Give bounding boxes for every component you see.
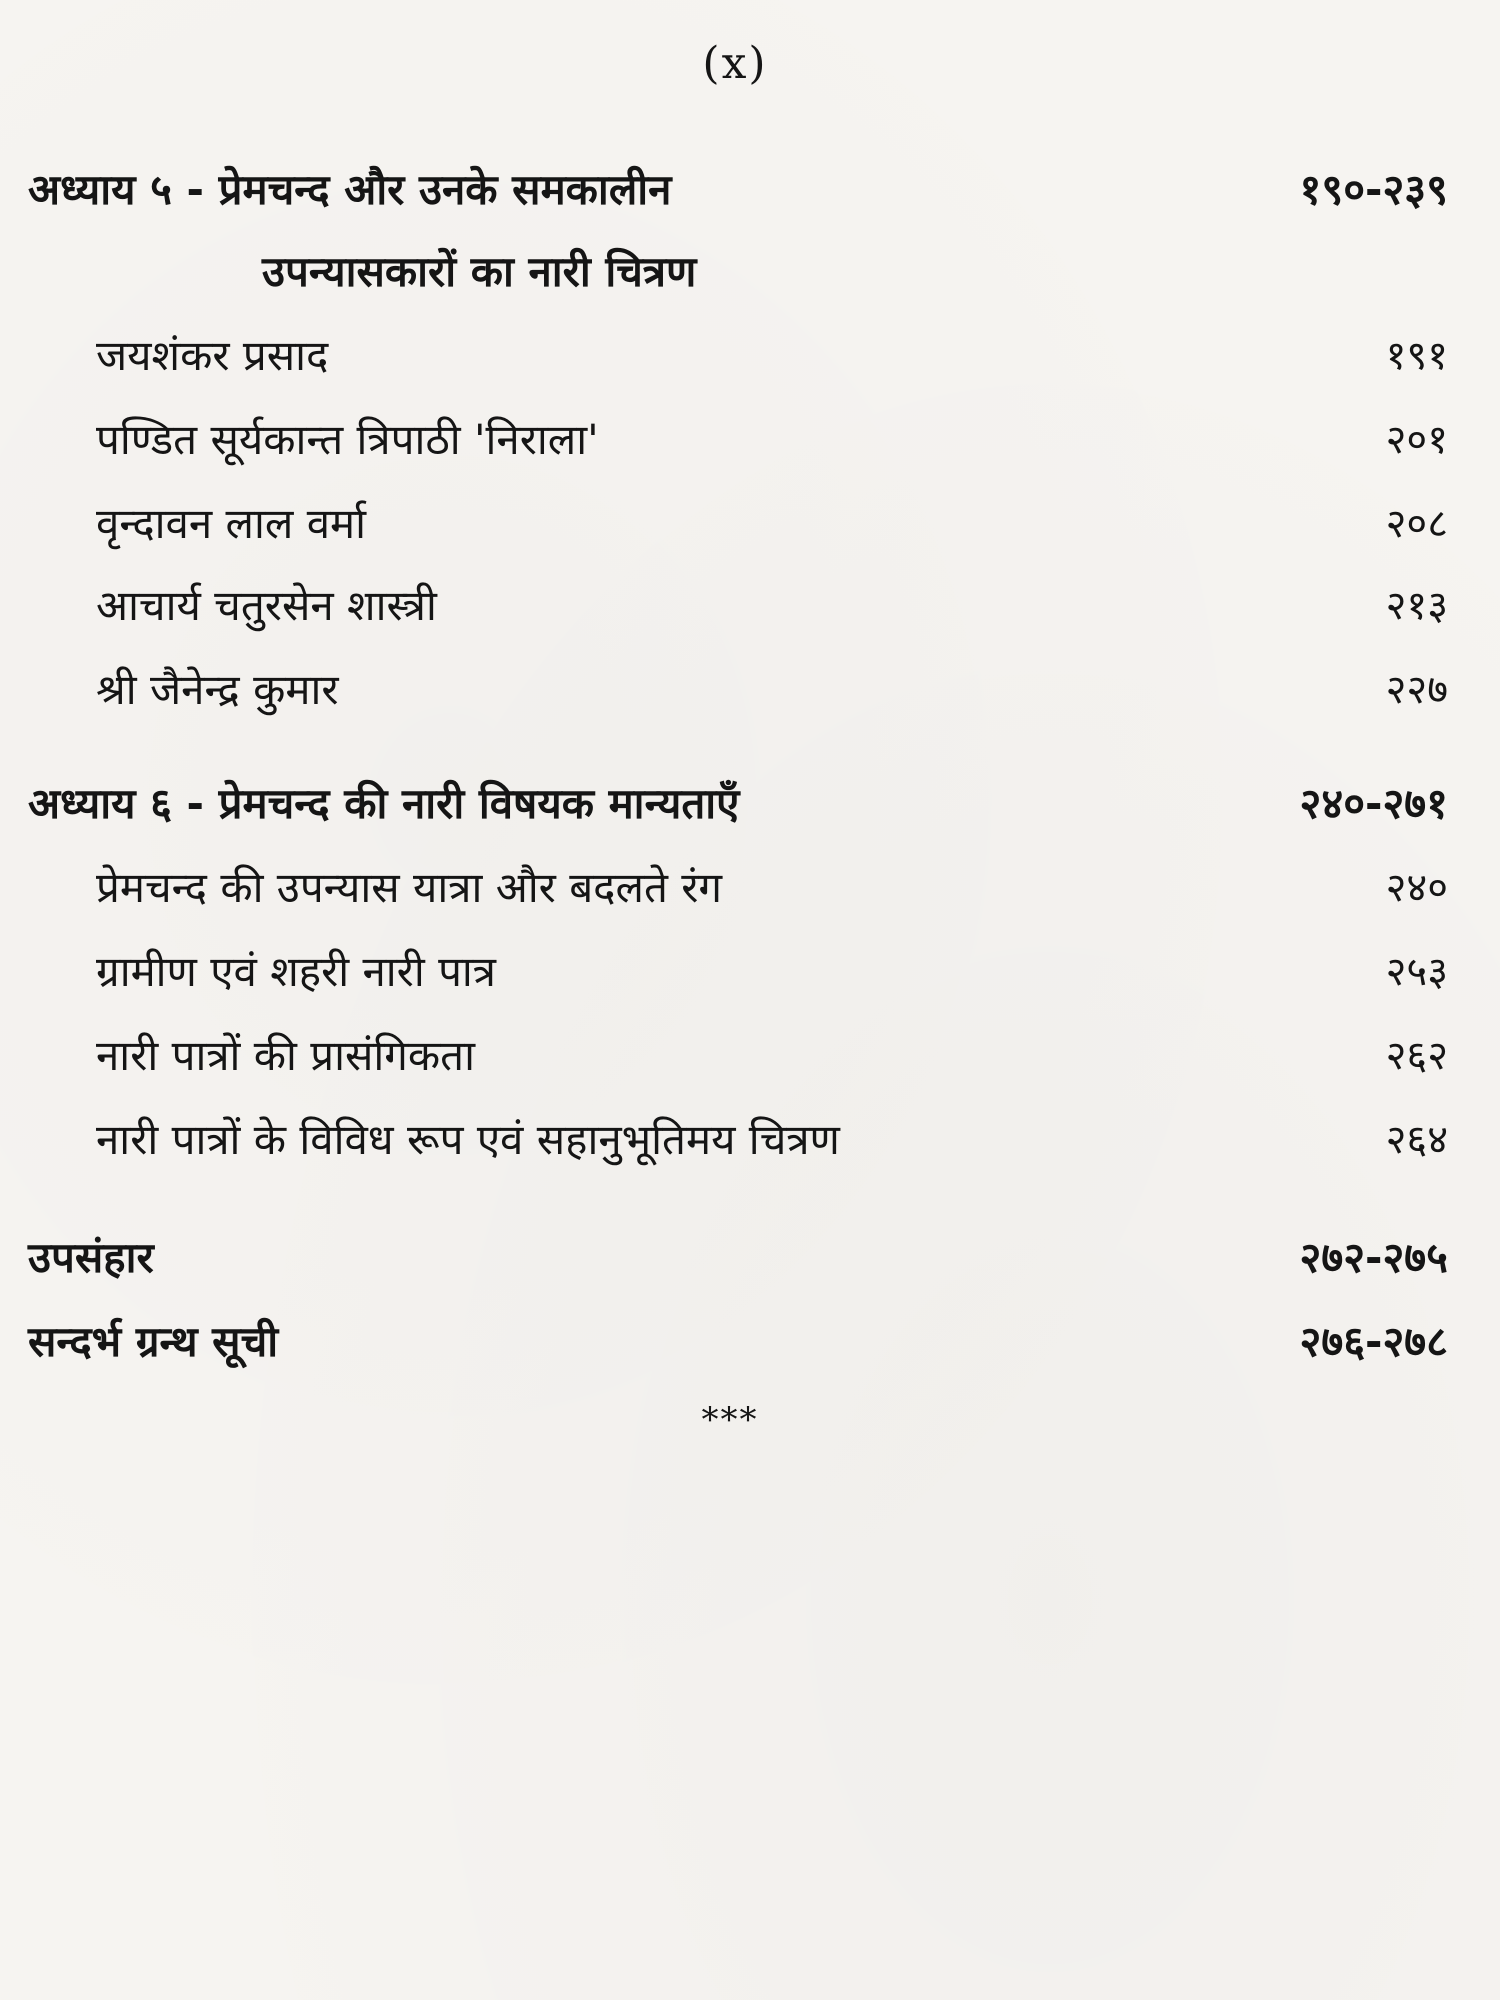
page-number: (x) — [702, 38, 768, 89]
toc-entry-pages: २७६-२७८ — [1299, 1317, 1448, 1366]
toc-entry-pages: २४०-२७१ — [1299, 779, 1448, 828]
toc-entry-pages: २५३ — [1385, 949, 1448, 995]
toc-entry-pages: २४० — [1385, 865, 1448, 911]
toc-subentry — [0, 942, 1500, 1012]
toc-entry-title: अध्याय ५ - प्रेमचन्द और उनके समकालीन — [28, 165, 672, 214]
toc-entry-pages: १९१ — [1385, 333, 1448, 379]
toc-entry-pages: २१३ — [1385, 583, 1448, 629]
toc-subentry — [0, 858, 1500, 928]
toc-entry-title: प्रेमचन्द की उपन्यास यात्रा और बदलते रंग — [96, 863, 723, 912]
toc-subentry — [0, 660, 1500, 730]
toc-bibliography — [0, 1312, 1500, 1382]
toc-subentry — [0, 1110, 1500, 1180]
toc-subentry — [0, 410, 1500, 480]
toc-entry-title: वृन्दावन लाल वर्मा — [96, 499, 367, 548]
toc-entry-pages: २२७ — [1385, 667, 1448, 713]
toc-entry-pages: २०८ — [1385, 501, 1448, 547]
toc-conclusion — [0, 1228, 1500, 1298]
end-mark: *** — [701, 1400, 759, 1440]
toc-subentry — [0, 326, 1500, 396]
toc-entry-title: ग्रामीण एवं शहरी नारी पात्र — [96, 947, 496, 996]
toc-entry-title: सन्दर्भ ग्रन्थ सूची — [28, 1317, 279, 1366]
toc-entry-title: उपन्यासकारों का नारी चित्रण — [262, 247, 697, 296]
toc-chapter-6 — [0, 774, 1500, 844]
toc-entry-title: आचार्य चतुरसेन शास्त्री — [96, 581, 437, 630]
toc-chapter-5-continuation — [0, 242, 1500, 312]
toc-entry-title: नारी पात्रों की प्रासंगिकता — [96, 1031, 475, 1080]
toc-entry-pages: २६२ — [1385, 1033, 1448, 1079]
toc-subentry — [0, 1026, 1500, 1096]
toc-entry-title: अध्याय ६ - प्रेमचन्द की नारी विषयक मान्यताएँ — [28, 779, 740, 828]
toc-entry-pages: १९०-२३९ — [1299, 165, 1448, 214]
toc-subentry — [0, 576, 1500, 646]
toc-entry-title: पण्डित सूर्यकान्त त्रिपाठी 'निराला' — [96, 415, 599, 464]
toc-entry-title: जयशंकर प्रसाद — [96, 331, 329, 380]
toc-entry-title: श्री जैनेन्द्र कुमार — [96, 665, 339, 714]
toc-entry-pages: २७२-२७५ — [1299, 1233, 1448, 1282]
toc-entry-title: उपसंहार — [28, 1233, 154, 1282]
toc-entry-title: नारी पात्रों के विविध रूप एवं सहानुभूतिमय चित्रण — [96, 1115, 840, 1164]
toc-subentry — [0, 494, 1500, 564]
toc-entry-pages: २०१ — [1385, 417, 1448, 463]
toc-chapter-5 — [0, 160, 1500, 230]
toc-entry-pages: २६४ — [1385, 1117, 1448, 1163]
